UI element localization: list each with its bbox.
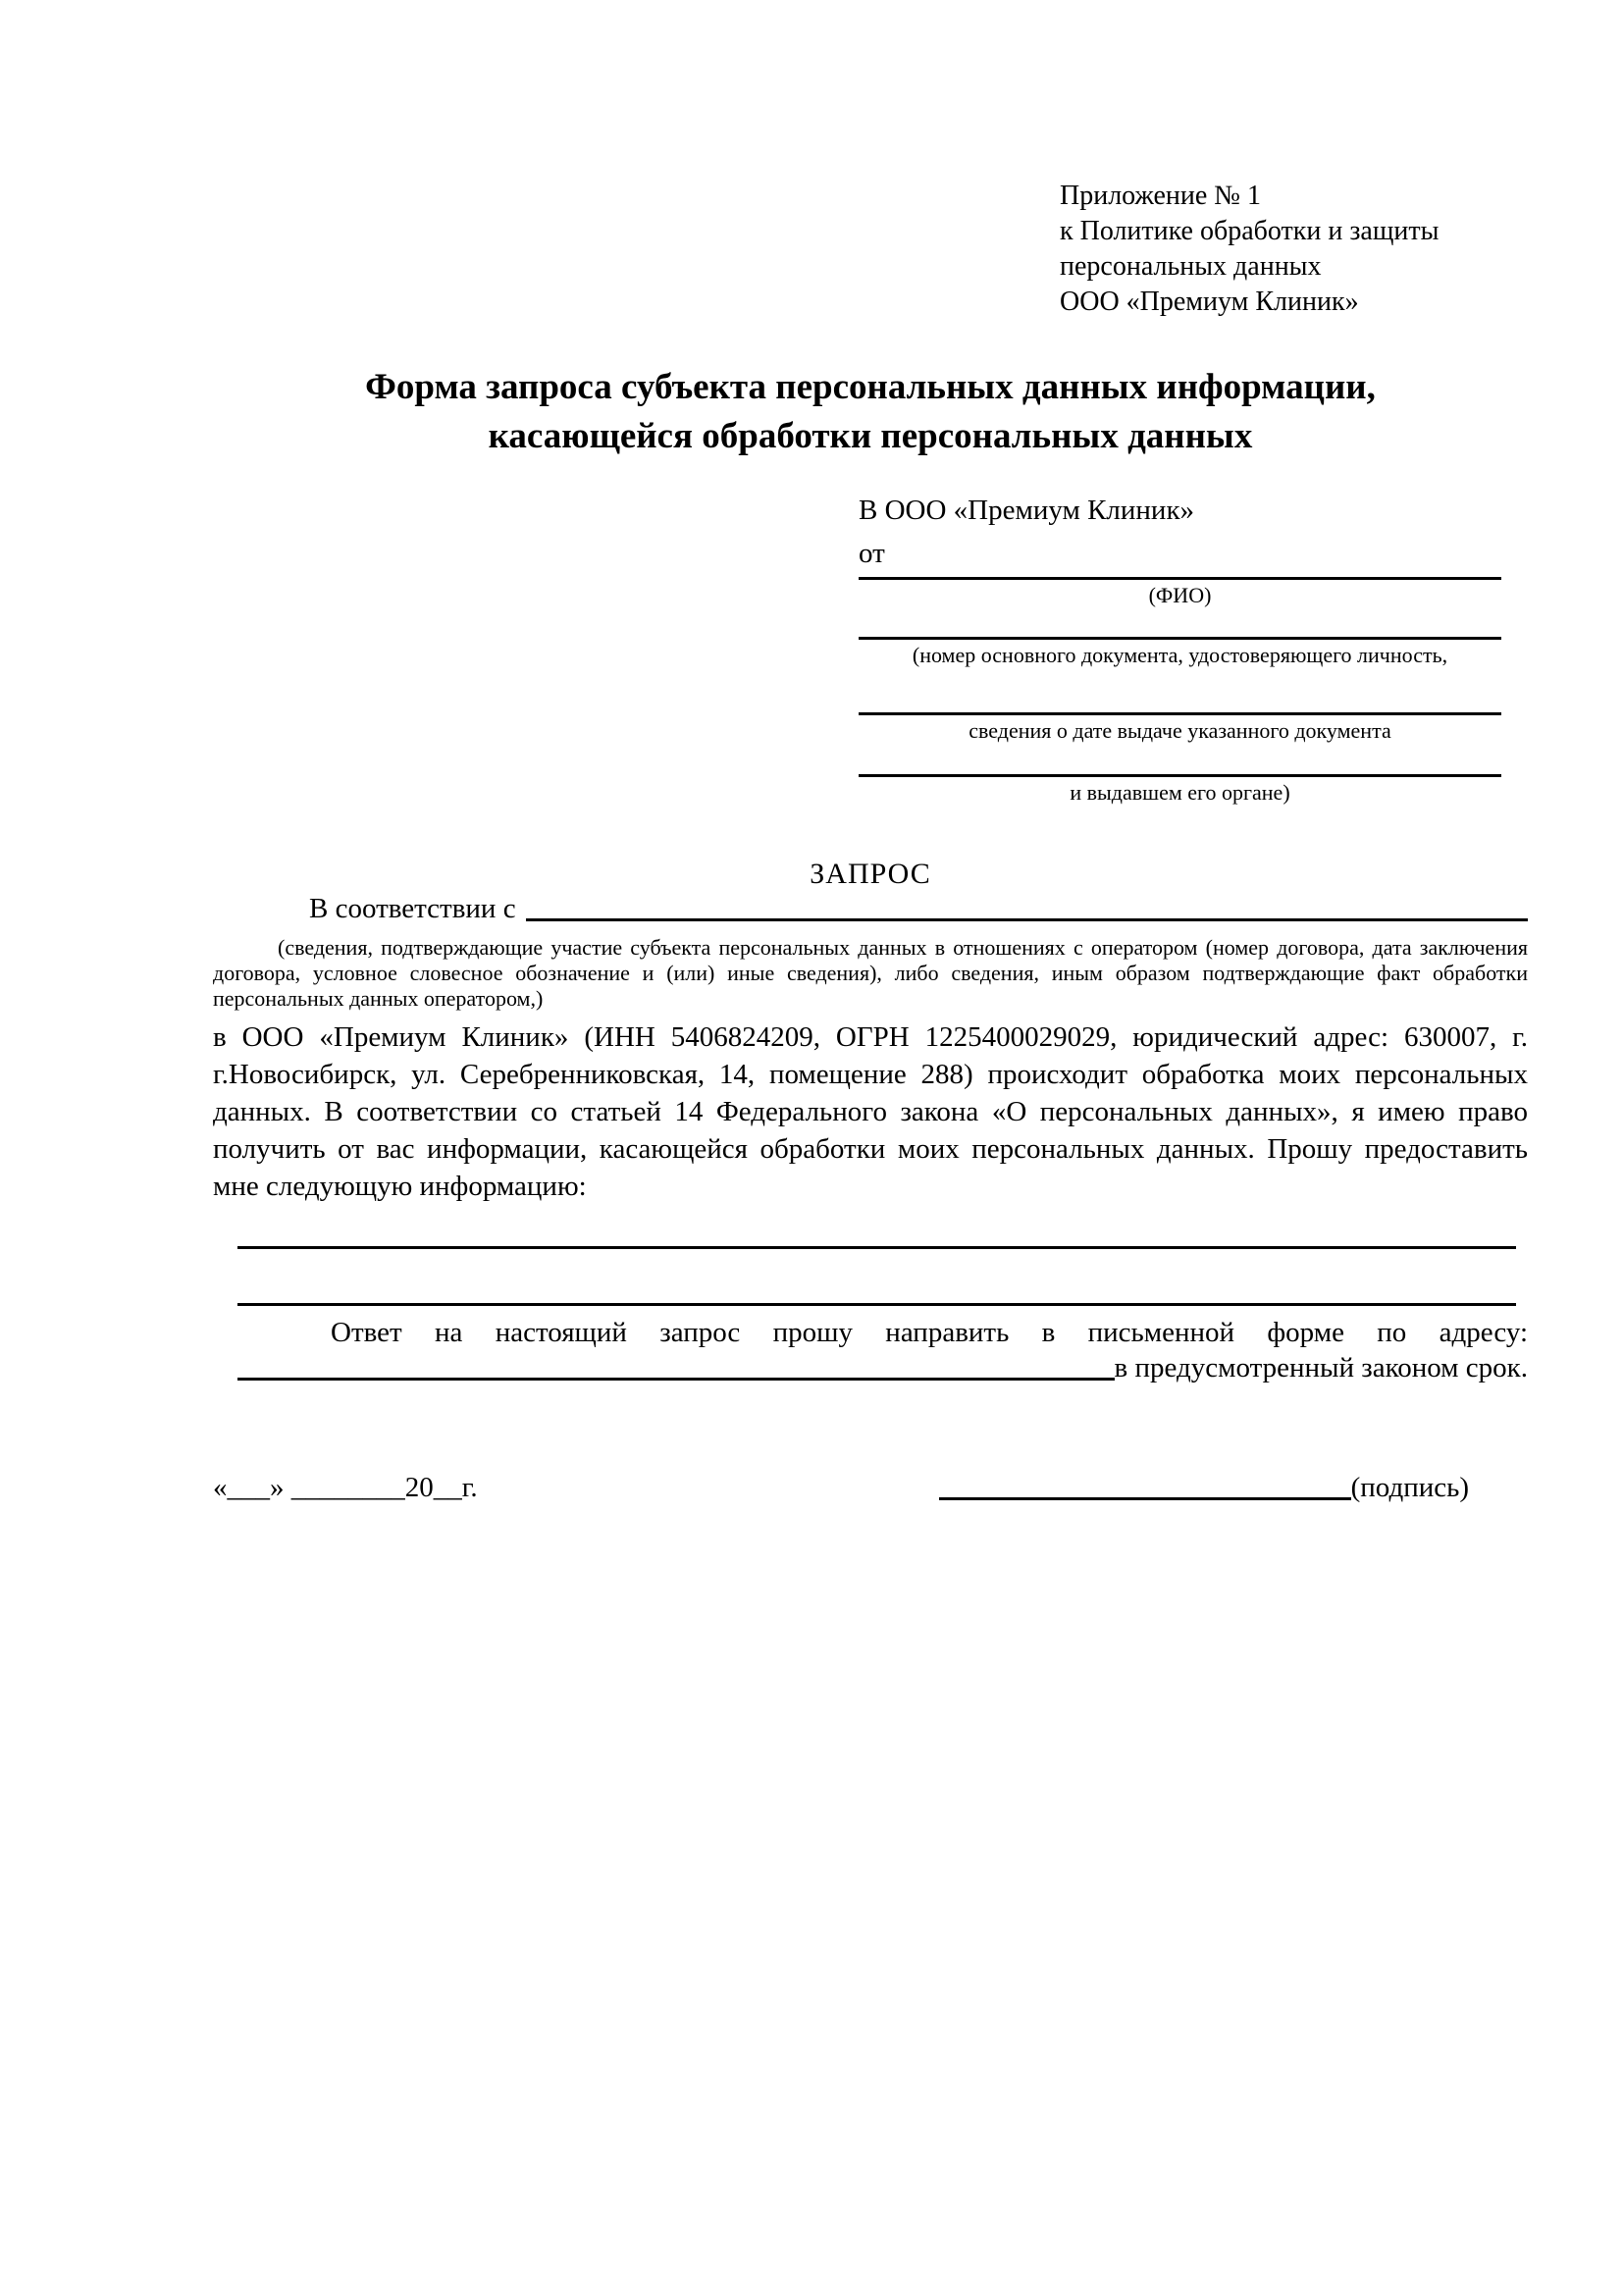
issue-date-fill-line	[859, 712, 1501, 715]
document-title-line: касающейся обработки персональных данных	[488, 416, 1253, 456]
fio-fill-line	[859, 577, 1501, 580]
accordance-fill-line	[526, 918, 1528, 921]
issuing-authority-fill-line	[859, 774, 1501, 777]
reply-address-line	[213, 1352, 1528, 1383]
addressee-from-label: от	[859, 538, 885, 569]
accordance-line	[213, 892, 1528, 925]
document-number-fill-line	[859, 637, 1501, 640]
document-title	[213, 363, 1528, 461]
addressee-to: В ООО «Премиум Клиник»	[859, 495, 1195, 526]
document-number-caption: (номер основного документа, удостоверяющего личность,	[912, 643, 1448, 667]
signature-block	[939, 1468, 1528, 1507]
footer-row	[213, 1468, 1528, 1507]
annex-line: к Политике обработки и защиты	[1060, 216, 1440, 246]
request-body-paragraph: в ООО «Премиум Клиник» (ИНН 5406824209, ОГРН 1225400029029, юридический адрес: 630007, г. г.Новосибирск, ул. Серебренниковская, 14, помещение 288) происходит обработка моих персональных данных. В соответствии со статьей 14 Федерального закона «О персональных данных», я имею право получить от вас информации, касающейся обработки моих персональных данных. Прошу предоставить мне следующую информацию:	[213, 1021, 1528, 1202]
address-fill-line	[237, 1378, 1115, 1381]
document-title-line: Форма запроса субъекта персональных данных информации,	[365, 367, 1376, 407]
reply-tail: в предусмотренный законом срок.	[1114, 1352, 1528, 1383]
reply-address-sentence: Ответ на настоящий запрос прошу направить в письменной форме по адресу:	[331, 1317, 1528, 1348]
issue-date-caption: сведения о дате выдаче указанного документа	[969, 718, 1391, 743]
information-fill-line-2	[237, 1303, 1516, 1306]
signature-fill-line	[939, 1497, 1351, 1500]
information-fill-line-1	[237, 1246, 1516, 1249]
date-line: «___» ________20__г.	[213, 1472, 478, 1503]
request-heading: ЗАПРОС	[810, 858, 931, 890]
addressee-block	[859, 489, 1501, 806]
signature-caption: (подпись)	[1350, 1472, 1469, 1503]
accordance-prefix: В соответствии с	[309, 893, 516, 924]
footnote-text: (сведения, подтверждающие участие субъекта персональных данных в отношениях с оператором (номер договора, дата заключения договора, условное словесное обозначение и (или) иные сведения), либо сведения, иным образом подтверждающие факт обработки персональных данных оператором,)	[213, 935, 1528, 1011]
annex-line: персональных данных	[1060, 251, 1322, 282]
page-content	[213, 0, 1528, 1507]
issuing-authority-caption: и выдавшем его органе)	[1070, 780, 1290, 805]
annex-line: ООО «Премиум Клиник»	[1060, 287, 1359, 317]
annex-note	[1060, 179, 1528, 320]
annex-line: Приложение № 1	[1060, 181, 1261, 211]
fio-caption: (ФИО)	[1148, 583, 1212, 607]
